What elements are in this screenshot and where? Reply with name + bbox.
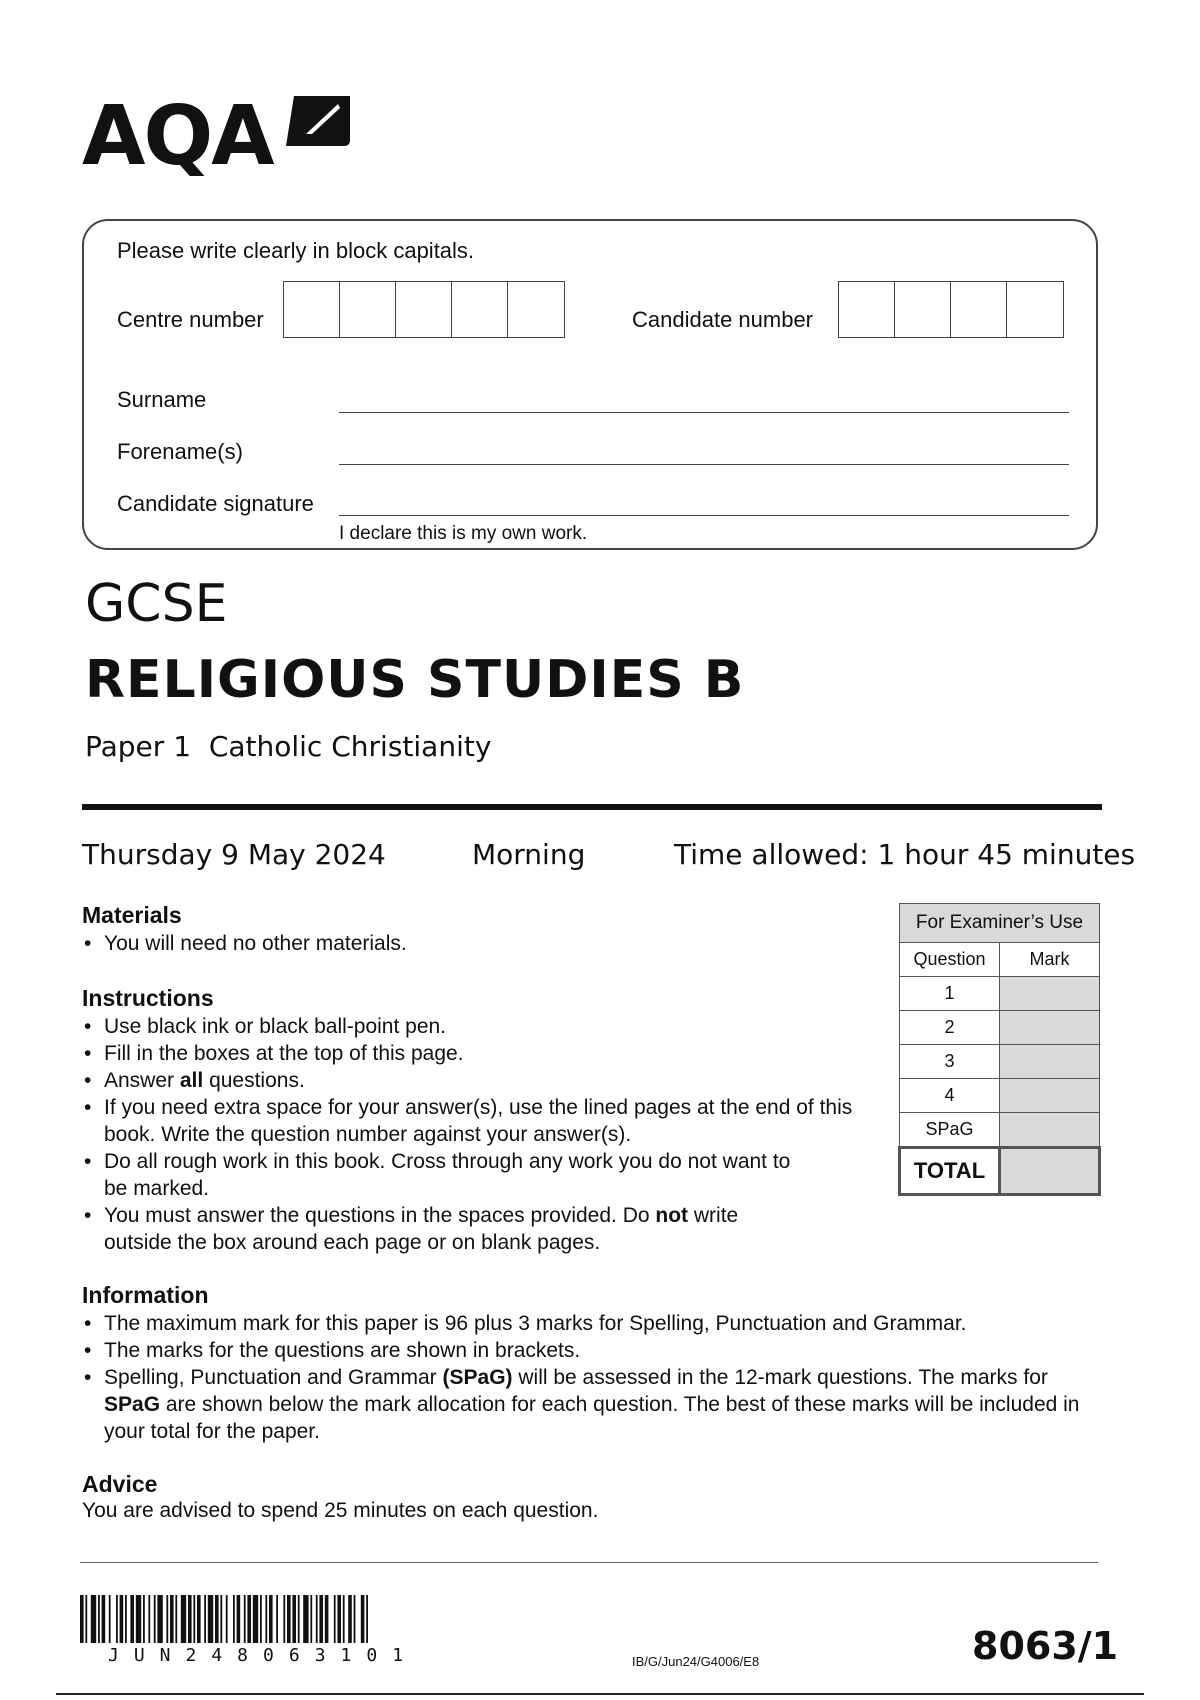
table-row — [900, 1079, 1100, 1113]
mark-column-header: Mark — [1000, 943, 1100, 977]
footer-divider — [80, 1562, 1098, 1563]
materials-list — [82, 930, 882, 957]
subject-title: RELIGIOUS STUDIES B — [85, 650, 745, 710]
list-item: • You will need no other materials. — [82, 930, 882, 957]
surname-label: Surname — [117, 387, 207, 412]
aqa-logo-mark-icon — [284, 94, 352, 150]
table-row — [900, 1011, 1100, 1045]
time-allowed: Time allowed: 1 hour 45 minutes — [674, 838, 1136, 871]
page-bottom-rule — [56, 1693, 1144, 1695]
logo-text: AQA — [82, 89, 273, 184]
table-row — [900, 977, 1100, 1011]
paper-code: 8063/1 — [972, 1624, 1119, 1668]
paper-title: Paper 1 Catholic Christianity — [85, 730, 492, 763]
centre-number-field[interactable] — [283, 281, 565, 338]
forenames-label: Forename(s) — [117, 439, 243, 464]
centre-number-digit[interactable] — [508, 282, 564, 337]
list-item: • Spelling, Punctuation and Grammar (SPaG) will be assessed in the 12-mark questions. The marks for SPaG are shown below the mark allocation for each question. The best of these marks will be included in your total for the paper. — [82, 1364, 1102, 1445]
table-row — [900, 1045, 1100, 1079]
candidate-number-label: Candidate number — [632, 307, 814, 332]
list-item: • Use black ink or black ball-point pen. — [82, 1013, 872, 1040]
mark-cell — [1000, 1113, 1100, 1148]
candidate-number-digit[interactable] — [839, 282, 895, 337]
mark-cell — [1000, 977, 1100, 1011]
forenames-field[interactable] — [339, 464, 1069, 465]
candidate-details-box — [82, 219, 1098, 550]
total-row — [900, 1148, 1100, 1195]
qualification-title: GCSE — [85, 574, 228, 634]
surname-field[interactable] — [339, 412, 1069, 413]
list-item: • The maximum mark for this paper is 96 plus 3 marks for Spelling, Punctuation and Grammar. — [82, 1310, 1102, 1337]
examiner-table-title: For Examiner’s Use — [900, 904, 1100, 943]
centre-number-digit[interactable] — [340, 282, 396, 337]
centre-number-digit[interactable] — [396, 282, 452, 337]
candidate-number-field[interactable] — [838, 281, 1064, 338]
information-list — [82, 1310, 1102, 1445]
question-number: SPaG — [900, 1113, 1000, 1148]
question-number: 3 — [900, 1045, 1000, 1079]
total-mark-cell — [1000, 1148, 1100, 1195]
list-item: • The marks for the questions are shown in brackets. — [82, 1337, 1102, 1364]
mark-cell — [1000, 1079, 1100, 1113]
title-divider — [82, 804, 1102, 810]
signature-field[interactable] — [339, 515, 1069, 516]
exam-date: Thursday 9 May 2024 — [82, 838, 386, 871]
list-item: • You must answer the questions in the spaces provided. Do not write outside the box around each page or on blank pages. — [82, 1202, 804, 1256]
list-item: • If you need extra space for your answer(s), use the lined pages at the end of this book. Write the question number against your answer(s). — [82, 1094, 872, 1148]
question-number: 4 — [900, 1079, 1000, 1113]
question-column-header: Question — [900, 943, 1000, 977]
question-number: 2 — [900, 1011, 1000, 1045]
list-item: • Do all rough work in this book. Cross through any work you do not want to be marked. — [82, 1148, 804, 1202]
document-reference: IB/G/Jun24/G4006/E8 — [632, 1654, 760, 1669]
signature-label: Candidate signature — [117, 491, 314, 516]
list-item: • Fill in the boxes at the top of this page. — [82, 1040, 872, 1067]
total-label: TOTAL — [900, 1148, 1000, 1195]
mark-cell — [1000, 1045, 1100, 1079]
instructions-list — [82, 1013, 872, 1256]
list-item: • Answer all questions. — [82, 1067, 872, 1094]
declaration-text: I declare this is my own work. — [339, 523, 588, 544]
aqa-logo — [82, 89, 352, 184]
barcode-text: JUN248063101 — [108, 1645, 419, 1666]
information-heading: Information — [82, 1282, 209, 1308]
question-number: 1 — [900, 977, 1000, 1011]
barcode-icon — [80, 1595, 465, 1643]
advice-heading: Advice — [82, 1471, 158, 1497]
table-row — [900, 1113, 1100, 1148]
examiner-use-table — [898, 903, 1101, 1196]
mark-cell — [1000, 1011, 1100, 1045]
centre-number-digit[interactable] — [452, 282, 508, 337]
advice-text: You are advised to spend 25 minutes on each question. — [82, 1499, 599, 1522]
block-capitals-instruction: Please write clearly in block capitals. — [117, 238, 475, 263]
candidate-number-digit[interactable] — [1007, 282, 1063, 337]
candidate-number-digit[interactable] — [951, 282, 1007, 337]
candidate-number-digit[interactable] — [895, 282, 951, 337]
centre-number-digit[interactable] — [284, 282, 340, 337]
materials-heading: Materials — [82, 902, 182, 928]
instructions-heading: Instructions — [82, 985, 214, 1011]
exam-session: Morning — [472, 838, 586, 871]
centre-number-label: Centre number — [117, 307, 264, 332]
